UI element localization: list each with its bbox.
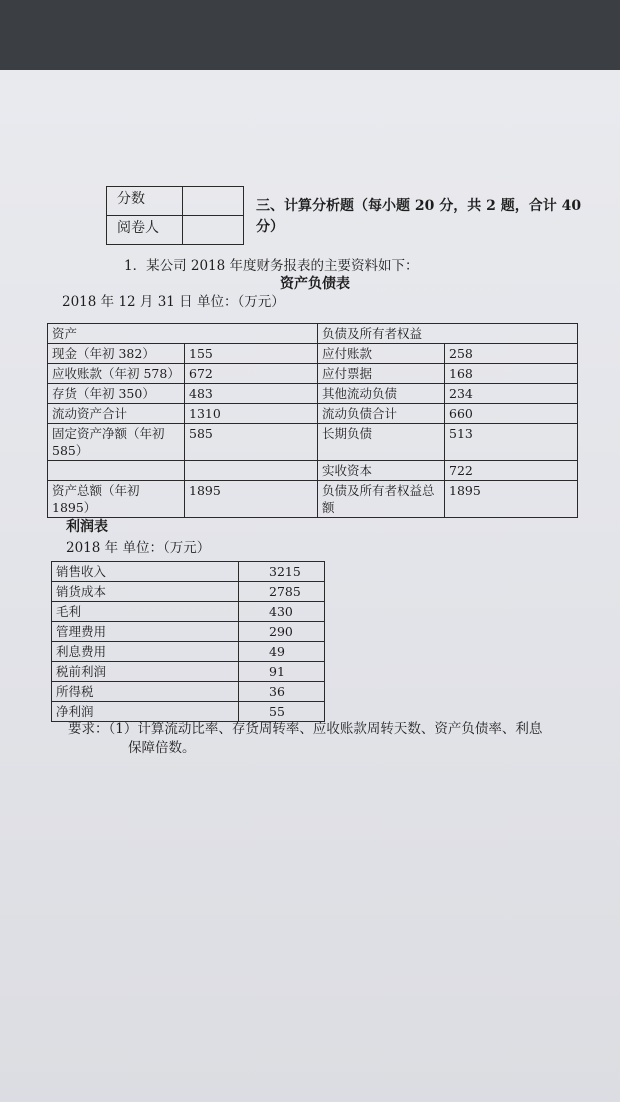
score-label: 分数 xyxy=(107,187,183,216)
grader-value-cell xyxy=(183,216,244,245)
asset-label: 应收账款（年初 578） xyxy=(48,364,185,384)
requirement-line1: 要求：（1）计算流动比率、存货周转率、应收账款周转天数、资产负债率、利息 xyxy=(68,721,543,737)
income-label: 销货成本 xyxy=(52,582,239,602)
table-row xyxy=(52,582,325,602)
table-row xyxy=(52,602,325,622)
table-row xyxy=(52,662,325,682)
income-statement-title: 利润表 xyxy=(66,519,108,535)
table-row xyxy=(52,562,325,582)
liability-label: 流动负债合计 xyxy=(318,404,445,424)
asset-label: 资产总额（年初 1895） xyxy=(48,481,185,518)
income-value: 430 xyxy=(239,602,325,622)
asset-label: 固定资产净额（年初 585） xyxy=(48,424,185,461)
table-row xyxy=(52,682,325,702)
grader-label: 阅卷人 xyxy=(107,216,183,245)
table-row xyxy=(52,702,325,722)
section-title xyxy=(256,196,586,238)
requirement-text xyxy=(68,720,542,758)
income-label: 销售收入 xyxy=(52,562,239,582)
liability-value: 234 xyxy=(445,384,578,404)
balance-sheet-table xyxy=(47,323,578,518)
header-assets: 资产 xyxy=(48,324,318,344)
asset-value: 585 xyxy=(185,424,318,461)
liability-value: 258 xyxy=(445,344,578,364)
table-row xyxy=(52,622,325,642)
asset-label: 流动资产合计 xyxy=(48,404,185,424)
table-row xyxy=(48,364,578,384)
score-box xyxy=(106,186,244,245)
income-label: 税前利润 xyxy=(52,662,239,682)
table-row xyxy=(52,642,325,662)
liability-value: 513 xyxy=(445,424,578,461)
liability-label: 应付票据 xyxy=(318,364,445,384)
income-label: 利息费用 xyxy=(52,642,239,662)
income-value: 3215 xyxy=(239,562,325,582)
income-value: 49 xyxy=(239,642,325,662)
asset-value: 1310 xyxy=(185,404,318,424)
income-statement-date-unit: 2018 年 单位：（万元） xyxy=(66,540,211,556)
header-liabilities: 负债及所有者权益 xyxy=(318,324,578,344)
income-statement-table xyxy=(51,561,325,722)
requirement-line2: 保障倍数。 xyxy=(128,740,196,756)
income-value: 290 xyxy=(239,622,325,642)
liability-label: 其他流动负债 xyxy=(318,384,445,404)
table-row xyxy=(48,344,578,364)
table-header-row xyxy=(48,324,578,344)
table-row xyxy=(48,461,578,481)
table-row xyxy=(48,424,578,461)
score-value-cell xyxy=(183,187,244,216)
asset-label: 现金（年初 382） xyxy=(48,344,185,364)
liability-label: 长期负债 xyxy=(318,424,445,461)
income-label: 所得税 xyxy=(52,682,239,702)
asset-label xyxy=(48,461,185,481)
asset-value: 1895 xyxy=(185,481,318,518)
section-title-line2: 分） xyxy=(256,219,284,235)
liability-value: 1895 xyxy=(445,481,578,518)
asset-label: 存货（年初 350） xyxy=(48,384,185,404)
income-label: 净利润 xyxy=(52,702,239,722)
liability-label: 负债及所有者权益总额 xyxy=(318,481,445,518)
liability-label: 应付账款 xyxy=(318,344,445,364)
asset-value: 672 xyxy=(185,364,318,384)
question-intro: 1．某公司 2018 年度财务报表的主要资料如下： xyxy=(124,258,419,274)
income-label: 毛利 xyxy=(52,602,239,622)
liability-value: 660 xyxy=(445,404,578,424)
income-label: 管理费用 xyxy=(52,622,239,642)
balance-sheet-title: 资产负债表 xyxy=(280,276,350,292)
asset-value: 483 xyxy=(185,384,318,404)
table-row xyxy=(48,481,578,518)
liability-value: 722 xyxy=(445,461,578,481)
income-value: 36 xyxy=(239,682,325,702)
table-row xyxy=(48,404,578,424)
section-title-line1: 三、计算分析题（每小题 20 分，共 2 题，合计 40 xyxy=(256,198,582,214)
table-row xyxy=(48,384,578,404)
income-value: 2785 xyxy=(239,582,325,602)
income-value: 55 xyxy=(239,702,325,722)
asset-value: 155 xyxy=(185,344,318,364)
income-value: 91 xyxy=(239,662,325,682)
asset-value xyxy=(185,461,318,481)
liability-label: 实收资本 xyxy=(318,461,445,481)
liability-value: 168 xyxy=(445,364,578,384)
balance-sheet-date-unit: 2018 年 12 月 31 日 单位：（万元） xyxy=(62,294,285,310)
